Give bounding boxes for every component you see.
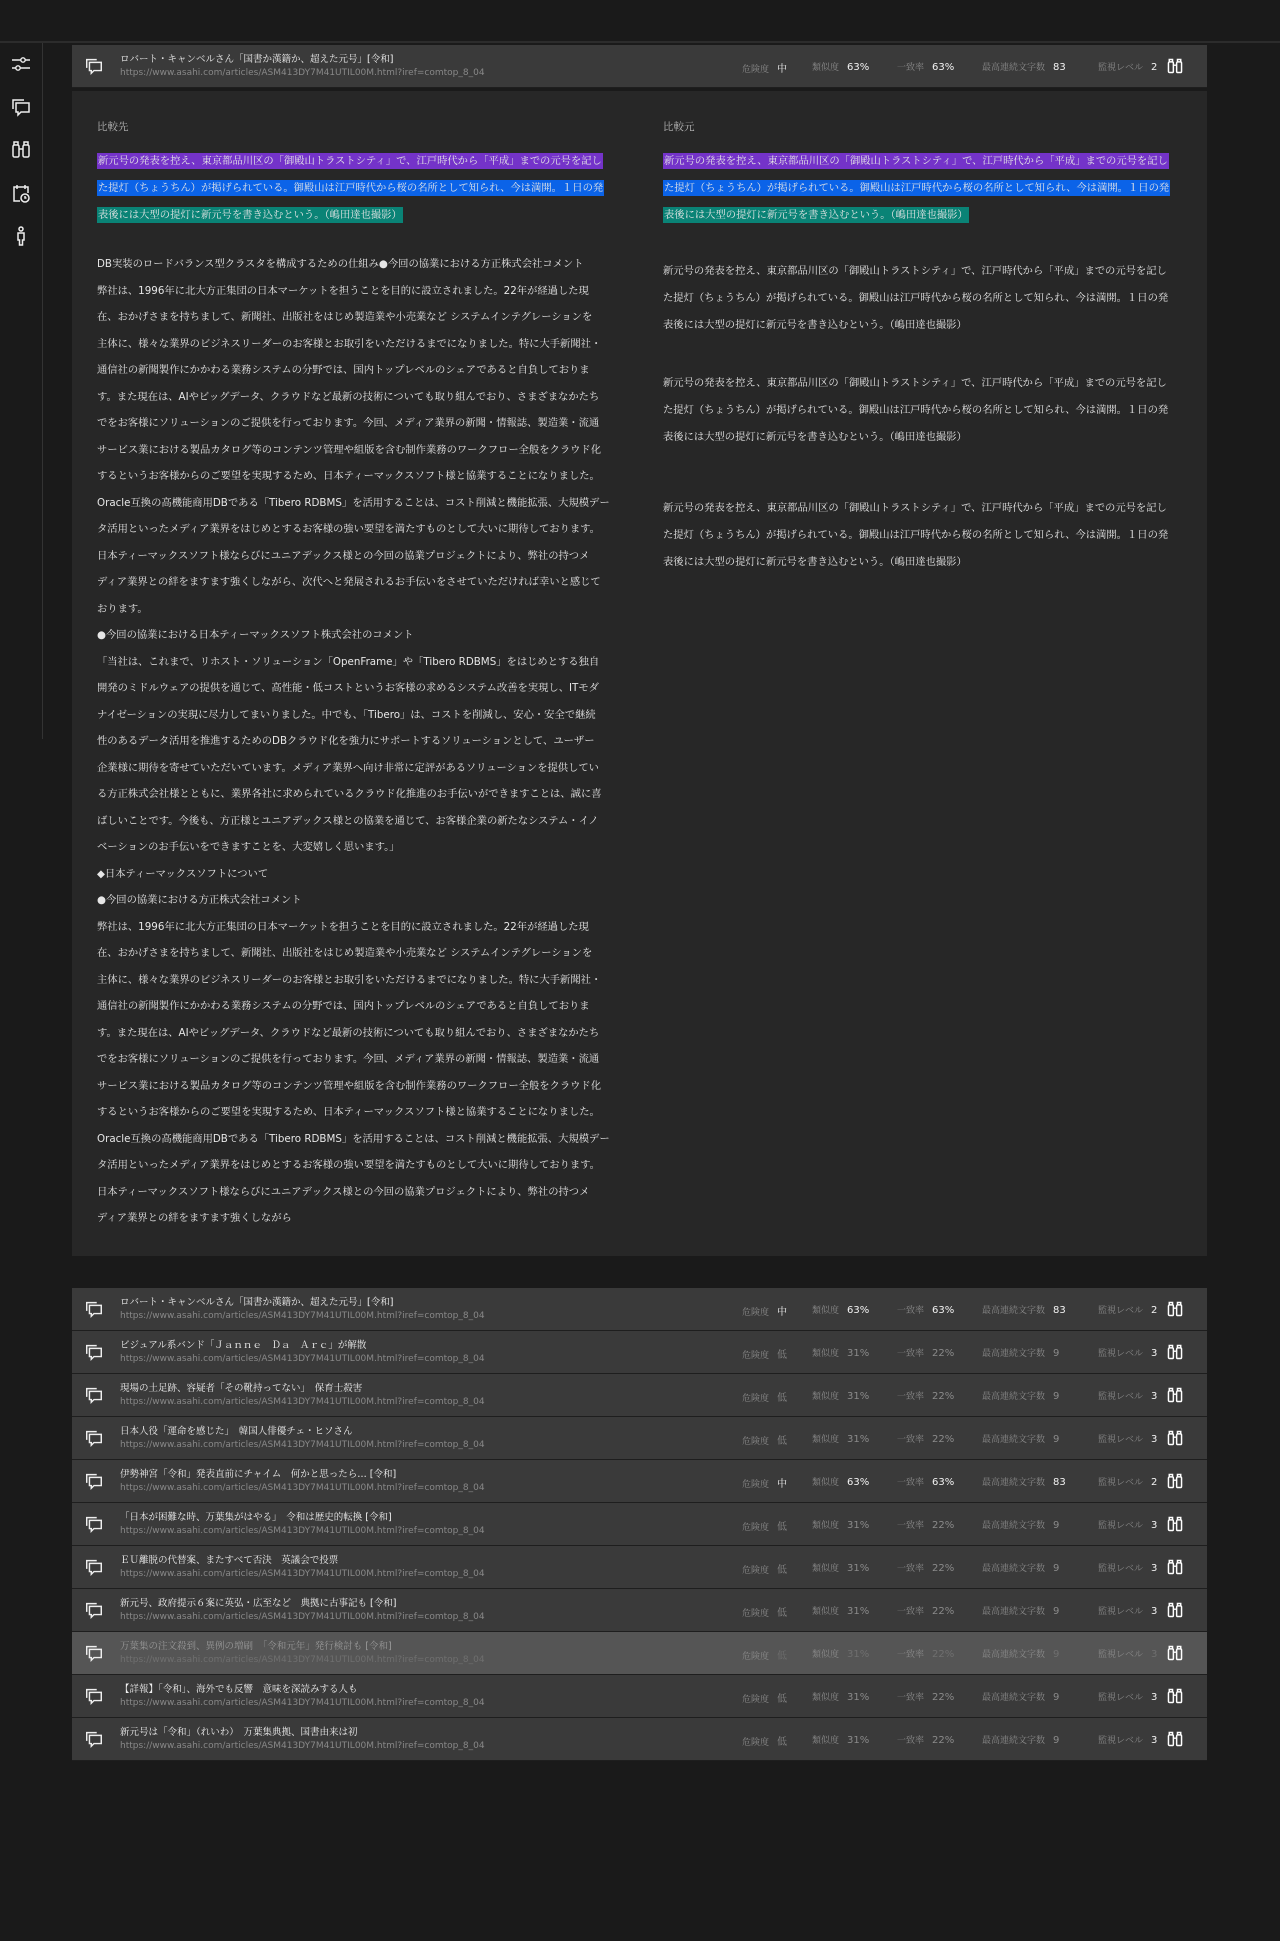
- article-url[interactable]: https://www.asahi.com/articles/ASM413DY7M41UTIL00M.html?iref=comtop_8_04: [120, 1698, 485, 1708]
- match-metric-value: 22%: [932, 1434, 955, 1445]
- risk-metric-label: 危険度: [742, 1523, 770, 1533]
- binoculars-icon[interactable]: [1166, 1601, 1184, 1619]
- text-line: ◆日本ティーマックスソフトについて: [97, 867, 269, 880]
- monitor-level-metric-value: 3: [1151, 1520, 1158, 1531]
- max-consecutive-metric: [982, 1475, 1066, 1488]
- binoculars-icon[interactable]: [1166, 1687, 1184, 1705]
- comments-icon: [84, 1643, 104, 1663]
- comments-icon: [84, 1385, 104, 1405]
- max-consecutive-metric: [982, 1647, 1059, 1660]
- text-line: 企業様に期待を寄せていただいています。メディア業界へ向け非常に定評があるソリューションを提供してい: [97, 761, 599, 774]
- monitor-level-metric: [1098, 1647, 1157, 1660]
- monitor-level-metric-label: 監視レベル: [1098, 1521, 1144, 1531]
- match-metric-label: 一致率: [897, 1349, 925, 1359]
- risk-metric-label: 危険度: [742, 1566, 770, 1576]
- comments-icon: [84, 1514, 104, 1534]
- monitor-level-metric-value: 2: [1151, 1477, 1158, 1488]
- risk-metric: 危険度 中: [742, 64, 788, 75]
- text-line: る方正株式会社様とともに、業界各社に求められているクラウド化推進のお手伝いができますことは、誠に喜: [97, 788, 602, 800]
- article-url[interactable]: https://www.asahi.com/articles/ASM413DY7M41UTIL00M.html?iref=comtop_8_04: [120, 1354, 485, 1364]
- monitor-level-metric: 監視レベル 2: [1098, 62, 1158, 73]
- text-line: 通信社の新聞製作にかかわる業務システムの分野では、国内トップレベルのシェアであると自負しておりま: [97, 1000, 590, 1012]
- monitor-level-metric: [1098, 1389, 1157, 1402]
- match-metric-label: 一致率: [897, 1392, 925, 1402]
- similarity-metric: [812, 1604, 869, 1617]
- comments-icon: [84, 1299, 104, 1319]
- article-row[interactable]: [72, 1503, 1207, 1546]
- monitor-level-metric-label: 監視レベル: [1098, 1478, 1144, 1488]
- text-line: するというお客様からのご要望を実現するため、日本ティーマックスソフト様と協業することになりました。: [97, 1106, 600, 1118]
- risk-metric-value: 低: [777, 1608, 788, 1619]
- article-url[interactable]: https://www.asahi.com/articles/ASM413DY7M41UTIL00M.html?iref=comtop_8_04: [120, 1655, 485, 1665]
- monitor-level-metric-value: 3: [1151, 1391, 1158, 1402]
- article-title: 日本人役「運命を感じた」 韓国人俳優チェ・ヒソさん: [120, 1426, 353, 1437]
- match-metric-value: 22%: [932, 1692, 955, 1703]
- match-metric: [897, 1561, 954, 1574]
- match-metric-label: 一致率: [897, 1564, 925, 1574]
- risk-metric: [742, 1475, 787, 1490]
- text-line: 表後には大型の提灯に新元号を書き込むという。（嶋田達也撮影）: [663, 556, 967, 568]
- sliders-icon[interactable]: [10, 53, 32, 75]
- monitor-level-metric-label: 監視レベル: [1098, 1650, 1144, 1660]
- monitor-level-metric: [1098, 1604, 1157, 1617]
- text-line: ●今回の協業における方正株式会社コメント: [97, 894, 302, 906]
- max-consecutive-metric-value: 9: [1053, 1692, 1060, 1703]
- risk-metric-value: 低: [777, 1565, 788, 1576]
- text-line: た提灯（ちょうちん）が掲げられている。御殿山は江戸時代から桜の名所として知られ、今は満開。１日の発: [663, 529, 1169, 541]
- risk-metric-label: 危険度: [742, 1652, 770, 1662]
- article-row[interactable]: [72, 1460, 1207, 1503]
- max-consecutive-metric: 最高連続文字数 83: [982, 62, 1066, 73]
- text-line: 主体に、様々な業界のビジネスリーダーのお客様とお取引をいただけるまでになりました。特に大手新聞社・: [97, 337, 602, 350]
- comments-icon: [84, 1557, 104, 1577]
- monitor-level-metric-label: 監視レベル: [1098, 1736, 1144, 1746]
- binoculars-icon[interactable]: [1166, 1429, 1184, 1447]
- similarity-metric-value: 31%: [847, 1391, 870, 1402]
- similarity-metric-label: 類似度: [812, 1349, 840, 1359]
- risk-metric-value: 中: [777, 1307, 788, 1318]
- match-metric-label: 一致率: [897, 1478, 925, 1488]
- max-consecutive-metric-label: 最高連続文字数: [982, 1435, 1046, 1445]
- text-line: 新元号の発表を控え、東京都品川区の「御殿山トラストシティ」で、江戸時代から「平成」までの元号を記し: [663, 502, 1167, 514]
- text-line: DB実装のロードバランス型クラスタを構成するための仕組み●今回の協業における方正株式会社コメント: [97, 258, 584, 270]
- article-url[interactable]: https://www.asahi.com/articles/ASM413DY7M41UTIL00M.html?iref=comtop_8_04: [120, 1741, 485, 1751]
- risk-metric-label: 危険度: [742, 1480, 770, 1490]
- monitor-level-metric-label: 監視レベル: [1098, 1607, 1144, 1617]
- article-title: ロバート・キャンベルさん「国書か漢籍か、超えた元号」[令和]: [120, 54, 394, 65]
- monitor-level-metric-value: 3: [1151, 1434, 1158, 1445]
- similarity-metric: [812, 1690, 869, 1703]
- max-consecutive-metric: [982, 1733, 1059, 1746]
- max-consecutive-metric-value: 83: [1053, 1477, 1066, 1488]
- article-url[interactable]: https://www.asahi.com/articles/ASM413DY7M41UTIL00M.html?iref=comtop_8_04: [120, 1569, 485, 1579]
- similarity-metric-label: 類似度: [812, 1392, 840, 1402]
- text-line: 日本ティーマックスソフト様ならびにユニアデックス様との今回の協業プロジェクトにより、弊社の持つメ: [97, 549, 590, 562]
- source-column-label: 比較元: [663, 121, 695, 133]
- max-consecutive-metric: [982, 1561, 1059, 1574]
- similarity-metric-label: 類似度: [812, 1306, 840, 1316]
- comments-icon: [84, 1600, 104, 1620]
- text-line: ばしいことです。今後も、方正様とユニアデックス様との協業を通じて、お客様企業の新たなシステム・イノ: [97, 814, 599, 827]
- text-line: た提灯（ちょうちん）が掲げられている。御殿山は江戸時代から桜の名所として知られ、今は満開。１日の発: [663, 404, 1169, 416]
- match-metric-label: 一致率: [897, 1521, 925, 1531]
- text-line: ベーションのお手伝いをできますことを、大変嬉しく思います。」: [97, 841, 400, 853]
- max-consecutive-metric-label: 最高連続文字数: [982, 1736, 1046, 1746]
- similarity-metric-label: 類似度: [812, 1435, 840, 1445]
- risk-metric-label: 危険度: [742, 1394, 770, 1404]
- text-line: 日本ティーマックスソフト様ならびにユニアデックス様との今回の協業プロジェクトにより、弊社の持つメ: [97, 1185, 590, 1198]
- highlighted-line: た提灯（ちょうちん）が掲げられている。御殿山は江戸時代から桜の名所として知られ、今は満開。１日の発: [664, 182, 1170, 194]
- article-url[interactable]: https://www.asahi.com/articles/ASM413DY7M41UTIL00M.html?iref=comtop_8_04: [120, 1311, 485, 1321]
- monitor-level-metric: [1098, 1518, 1157, 1531]
- similarity-metric: [812, 1303, 869, 1316]
- text-line: おります。: [97, 602, 148, 615]
- max-consecutive-metric-label: 最高連続文字数: [982, 1650, 1046, 1660]
- article-title: 「日本が困難な時、万葉集がはやる」 令和は歴史的転換 [令和]: [120, 1512, 392, 1523]
- binoculars-icon[interactable]: [1166, 1343, 1184, 1361]
- text-line: でをお客様にソリューションのご提供を行っております。今回、メディア業界の新聞・情報誌、製造業・流通: [97, 417, 600, 429]
- max-consecutive-metric: [982, 1690, 1059, 1703]
- highlighted-line: 新元号の発表を控え、東京都品川区の「御殿山トラストシティ」で、江戸時代から「平成」までの元号を記し: [664, 155, 1168, 167]
- similarity-metric: [812, 1733, 869, 1746]
- highlighted-line: 表後には大型の提灯に新元号を書き込むという。（嶋田達也撮影）: [98, 209, 402, 221]
- risk-metric: [742, 1647, 787, 1662]
- article-title: 万葉集の注文殺到、異例の増刷 「令和元年」発行検討も [令和]: [120, 1641, 392, 1652]
- max-consecutive-metric-label: 最高連続文字数: [982, 1392, 1046, 1402]
- binoculars-icon[interactable]: [1166, 1300, 1184, 1318]
- match-metric: 一致率 63%: [897, 62, 955, 73]
- risk-metric-label: 危険度: [742, 1308, 770, 1318]
- max-consecutive-metric: [982, 1303, 1066, 1316]
- highlighted-line: 表後には大型の提灯に新元号を書き込むという。（嶋田達也撮影）: [664, 209, 968, 221]
- max-consecutive-metric-value: 9: [1053, 1434, 1060, 1445]
- monitor-level-metric: [1098, 1561, 1157, 1574]
- comments-icon[interactable]: [10, 96, 32, 118]
- monitor-level-metric-value: 3: [1151, 1649, 1158, 1660]
- article-row[interactable]: [72, 1675, 1207, 1718]
- comments-icon: [84, 1686, 104, 1706]
- max-consecutive-metric-value: 9: [1053, 1520, 1060, 1531]
- article-row[interactable]: [72, 1589, 1207, 1632]
- risk-metric: [742, 1733, 787, 1748]
- max-consecutive-metric: [982, 1604, 1059, 1617]
- max-consecutive-metric-value: 9: [1053, 1606, 1060, 1617]
- risk-metric: [742, 1346, 787, 1361]
- text-line: 通信社の新聞製作にかかわる業務システムの分野では、国内トップレベルのシェアであると自負しておりま: [97, 364, 590, 376]
- risk-metric: [742, 1303, 787, 1318]
- monitor-level-metric-value: 3: [1151, 1735, 1158, 1746]
- monitor-level-metric-label: 監視レベル: [1098, 1349, 1144, 1359]
- article-row[interactable]: [72, 1417, 1207, 1460]
- text-line: 性のあるデータ活用を推進するためのDBクラウド化を強力にサポートするソリューションとして、ユーザー: [97, 735, 595, 747]
- text-line: ディア業界との絆をますます強くしながら: [97, 1212, 292, 1224]
- article-title: 現場の土足跡、容疑者「その靴持ってない」 保育士殺害: [120, 1383, 363, 1394]
- risk-metric-label: 危険度: [742, 1738, 770, 1748]
- text-line: Oracle互換の高機能商用DBである「Tibero RDBMS」を活用することは、コスト削減と機能拡張、大規模デー: [97, 1132, 610, 1145]
- max-consecutive-metric: [982, 1518, 1059, 1531]
- similarity-metric: [812, 1346, 869, 1359]
- max-consecutive-metric: [982, 1389, 1059, 1402]
- similarity-metric-label: 類似度: [812, 1650, 840, 1660]
- similarity-metric: [812, 1518, 869, 1531]
- max-consecutive-metric-label: 最高連続文字数: [982, 1693, 1046, 1703]
- similarity-metric: [812, 1475, 869, 1488]
- match-metric-label: 一致率: [897, 1306, 925, 1316]
- similarity-metric: 類似度 63%: [812, 62, 870, 73]
- similarity-metric-value: 31%: [847, 1735, 870, 1746]
- risk-metric-value: 低: [777, 1522, 788, 1533]
- similarity-metric-label: 類似度: [812, 1564, 840, 1574]
- monitor-level-metric-value: 3: [1151, 1563, 1158, 1574]
- text-line: す。また現在は、AIやビッグデータ、クラウドなど最新の技術についても取り組んでおり、さまざまなかたち: [97, 390, 600, 403]
- text-line: 開発のミドルウェアの提供を通じて、高性能・低コストというお客様の求めるシステム改善を実現し、ITモダ: [97, 682, 599, 694]
- article-url[interactable]: https://www.asahi.com/articles/ASM413DY7M41UTIL00M.html?iref=comtop_8_04: [120, 1440, 485, 1450]
- compare-panel: [72, 91, 1207, 1256]
- text-line: す。また現在は、AIやビッグデータ、クラウドなど最新の技術についても取り組んでおり、さまざまなかたち: [97, 1026, 600, 1039]
- risk-metric: [742, 1432, 787, 1447]
- text-line: ●今回の協業における日本ティーマックスソフト株式会社のコメント: [97, 629, 414, 641]
- similarity-metric-value: 63%: [847, 1305, 870, 1316]
- similarity-metric-value: 31%: [847, 1434, 870, 1445]
- similarity-metric-value: 31%: [847, 1348, 870, 1359]
- text-line: 在、おかげさまを持ちまして、新聞社、出版社をはじめ製造業や小売業など システムインテグレーションを: [97, 947, 593, 959]
- risk-metric: [742, 1690, 787, 1705]
- binoculars-icon[interactable]: [1166, 1386, 1184, 1404]
- monitor-level-metric: [1098, 1733, 1157, 1746]
- text-line: 主体に、様々な業界のビジネスリーダーのお客様とお取引をいただけるまでになりました。特に大手新聞社・: [97, 973, 602, 986]
- selected-article-header[interactable]: [72, 45, 1207, 88]
- risk-metric-label: 危険度: [742, 1437, 770, 1447]
- article-title: 伊勢神宮「令和」発表直前にチャイム 何かと思ったら… [令和]: [120, 1469, 397, 1480]
- similarity-metric-label: 類似度: [812, 1607, 840, 1617]
- match-metric: [897, 1690, 954, 1703]
- comments-icon: [84, 1471, 104, 1491]
- match-metric-label: 一致率: [897, 1650, 925, 1660]
- monitor-level-metric-label: 監視レベル: [1098, 1693, 1144, 1703]
- article-url[interactable]: https://www.asahi.com/articles/ASM413DY7M41UTIL00M.html?iref=comtop_8_04: [120, 1612, 485, 1622]
- match-metric: [897, 1647, 954, 1660]
- article-row[interactable]: [72, 1718, 1207, 1761]
- text-line: 表後には大型の提灯に新元号を書き込むという。（嶋田達也撮影）: [663, 431, 967, 443]
- max-consecutive-metric-label: 最高連続文字数: [982, 1478, 1046, 1488]
- similarity-metric-value: 31%: [847, 1520, 870, 1531]
- comments-icon: [84, 1428, 104, 1448]
- similarity-metric: [812, 1432, 869, 1445]
- text-line: サービス業における製品カタログ等のコンテンツ管理や組版を含む制作業務のワークフロー全般をクラウド化: [97, 443, 602, 456]
- binoculars-icon[interactable]: [1166, 1472, 1184, 1490]
- article-row[interactable]: [72, 1632, 1207, 1675]
- risk-metric-value: 低: [777, 1694, 788, 1705]
- text-line: でをお客様にソリューションのご提供を行っております。今回、メディア業界の新聞・情報誌、製造業・流通: [97, 1053, 600, 1065]
- person-icon[interactable]: [10, 225, 32, 247]
- risk-metric-value: 中: [777, 1479, 788, 1490]
- text-line: 在、おかげさまを持ちまして、新聞社、出版社をはじめ製造業や小売業など システムインテグレーションを: [97, 311, 593, 323]
- target-column-label: 比較先: [97, 121, 129, 133]
- similarity-metric-value: 31%: [847, 1692, 870, 1703]
- similarity-metric: [812, 1561, 869, 1574]
- match-metric-value: 63%: [932, 1477, 955, 1488]
- monitor-level-metric: [1098, 1303, 1157, 1316]
- text-line: 新元号の発表を控え、東京都品川区の「御殿山トラストシティ」で、江戸時代から「平成」までの元号を記し: [663, 377, 1167, 389]
- risk-metric-value: 低: [777, 1350, 788, 1361]
- risk-metric: [742, 1561, 787, 1576]
- monitor-level-metric: [1098, 1690, 1157, 1703]
- match-metric: [897, 1604, 954, 1617]
- text-line: するというお客様からのご要望を実現するため、日本ティーマックスソフト様と協業することになりました。: [97, 470, 600, 482]
- text-line: サービス業における製品カタログ等のコンテンツ管理や組版を含む制作業務のワークフロー全般をクラウド化: [97, 1079, 602, 1092]
- match-metric: [897, 1303, 954, 1316]
- match-metric-value: 22%: [932, 1563, 955, 1574]
- similarity-metric-value: 31%: [847, 1649, 870, 1660]
- match-metric-label: 一致率: [897, 1435, 925, 1445]
- text-line: タ活用といったメディア業界をはじめとするお客様の強い要望を満たすものとして大いに期待しております。: [97, 1159, 600, 1171]
- match-metric-label: 一致率: [897, 1693, 925, 1703]
- match-metric-value: 22%: [932, 1735, 955, 1746]
- match-metric-value: 22%: [932, 1649, 955, 1660]
- risk-metric: [742, 1518, 787, 1533]
- risk-metric-label: 危険度: [742, 1695, 770, 1705]
- top-bar: [0, 0, 1280, 43]
- article-title: 新元号、政府提示６案に英弘・広至など 典拠に古事記も [令和]: [120, 1598, 397, 1609]
- monitor-level-metric-value: 3: [1151, 1606, 1158, 1617]
- monitor-level-metric-label: 監視レベル: [1098, 1306, 1144, 1316]
- article-row[interactable]: [72, 1331, 1207, 1374]
- article-url[interactable]: https://www.asahi.com/articles/ASM413DY7M41UTIL00M.html?iref=comtop_8_04: [120, 68, 485, 78]
- binoculars-icon[interactable]: [10, 139, 32, 161]
- match-metric: [897, 1475, 954, 1488]
- similarity-metric-value: 63%: [847, 1477, 870, 1488]
- comments-icon: [84, 1729, 104, 1749]
- match-metric: [897, 1733, 954, 1746]
- max-consecutive-metric: [982, 1432, 1059, 1445]
- match-metric: [897, 1389, 954, 1402]
- max-consecutive-metric: [982, 1346, 1059, 1359]
- text-line: 新元号の発表を控え、東京都品川区の「御殿山トラストシティ」で、江戸時代から「平成」までの元号を記し: [663, 265, 1167, 277]
- risk-metric-value: 低: [777, 1737, 788, 1748]
- binoculars-icon[interactable]: [1166, 1644, 1184, 1662]
- match-metric-value: 22%: [932, 1520, 955, 1531]
- match-metric-value: 22%: [932, 1391, 955, 1402]
- text-line: 弊社は、1996年に北大方正集団の日本マーケットを担うことを目的に設立されました。22年が経過した現: [97, 284, 589, 297]
- article-row[interactable]: [72, 1288, 1207, 1331]
- max-consecutive-metric-label: 最高連続文字数: [982, 1349, 1046, 1359]
- article-url[interactable]: https://www.asahi.com/articles/ASM413DY7M41UTIL00M.html?iref=comtop_8_04: [120, 1526, 485, 1536]
- max-consecutive-metric-label: 最高連続文字数: [982, 1306, 1046, 1316]
- monitor-level-metric-label: 監視レベル: [1098, 1435, 1144, 1445]
- monitor-level-metric-value: 3: [1151, 1348, 1158, 1359]
- max-consecutive-metric-value: 9: [1053, 1348, 1060, 1359]
- binoculars-icon[interactable]: [1166, 1515, 1184, 1533]
- max-consecutive-metric-value: 83: [1053, 1305, 1066, 1316]
- match-metric-value: 22%: [932, 1348, 955, 1359]
- max-consecutive-metric-value: 9: [1053, 1735, 1060, 1746]
- comments-icon: [84, 56, 104, 76]
- monitor-level-metric: [1098, 1346, 1157, 1359]
- match-metric-label: 一致率: [897, 1607, 925, 1617]
- similarity-metric-label: 類似度: [812, 1478, 840, 1488]
- monitor-level-metric: [1098, 1432, 1157, 1445]
- match-metric: [897, 1346, 954, 1359]
- article-title: 【詳報】「令和」、海外でも反響 意味を深読みする人も: [120, 1684, 358, 1695]
- text-line: ディア業界との絆をますます強くしながら、次代へと発展されるお手伝いをさせていただければ幸いと感じて: [97, 576, 601, 588]
- risk-metric-label: 危険度: [742, 1609, 770, 1619]
- max-consecutive-metric-value: 9: [1053, 1563, 1060, 1574]
- similarity-metric-label: 類似度: [812, 1736, 840, 1746]
- match-metric-value: 63%: [932, 1305, 955, 1316]
- highlighted-line: 新元号の発表を控え、東京都品川区の「御殿山トラストシティ」で、江戸時代から「平成」までの元号を記し: [98, 155, 602, 167]
- binoculars-icon[interactable]: [1166, 57, 1184, 75]
- text-line: 弊社は、1996年に北大方正集団の日本マーケットを担うことを目的に設立されました。22年が経過した現: [97, 920, 589, 933]
- match-metric: [897, 1432, 954, 1445]
- article-title: ビジュアル系バンド「Ｊａｎｎｅ Ｄａ Ａｒｃ」が解散: [120, 1340, 367, 1351]
- similarity-metric-label: 類似度: [812, 1521, 840, 1531]
- match-metric: [897, 1518, 954, 1531]
- max-consecutive-metric-label: 最高連続文字数: [982, 1607, 1046, 1617]
- sidebar: [0, 43, 43, 739]
- monitor-level-metric-label: 監視レベル: [1098, 1392, 1144, 1402]
- monitor-level-metric-value: 3: [1151, 1692, 1158, 1703]
- similarity-metric-value: 31%: [847, 1563, 870, 1574]
- text-line: た提灯（ちょうちん）が掲げられている。御殿山は江戸時代から桜の名所として知られ、今は満開。１日の発: [663, 292, 1169, 304]
- article-title: ＥＵ離脱の代替案、またすべて否決 英議会で投票: [120, 1555, 339, 1566]
- comments-icon: [84, 1342, 104, 1362]
- text-line: タ活用といったメディア業界をはじめとするお客様の強い要望を満たすものとして大いに期待しております。: [97, 523, 600, 535]
- monitor-level-metric: [1098, 1475, 1157, 1488]
- max-consecutive-metric-value: 9: [1053, 1649, 1060, 1660]
- article-url[interactable]: https://www.asahi.com/articles/ASM413DY7M41UTIL00M.html?iref=comtop_8_04: [120, 1397, 485, 1407]
- similarity-metric-label: 類似度: [812, 1693, 840, 1703]
- text-line: ナイゼーションの実現に尽力してまいりました。中でも、「Tibero」は、コストを削減し、安心・安全で継続: [97, 708, 596, 721]
- similarity-metric: [812, 1389, 869, 1402]
- calendar-clock-icon[interactable]: [10, 182, 32, 204]
- similarity-metric-value: 31%: [847, 1606, 870, 1617]
- risk-metric-value: 低: [777, 1436, 788, 1447]
- article-row[interactable]: [72, 1374, 1207, 1417]
- article-row[interactable]: [72, 1546, 1207, 1589]
- risk-metric-value: 低: [777, 1393, 788, 1404]
- similarity-metric: [812, 1647, 869, 1660]
- match-metric-label: 一致率: [897, 1736, 925, 1746]
- article-title: ロバート・キャンベルさん「国書か漢籍か、超えた元号」[令和]: [120, 1297, 394, 1308]
- monitor-level-metric-label: 監視レベル: [1098, 1564, 1144, 1574]
- text-line: 表後には大型の提灯に新元号を書き込むという。（嶋田達也撮影）: [663, 319, 967, 331]
- article-title: 新元号は「令和」（れいわ） 万葉集典拠、国書由来は初: [120, 1727, 358, 1738]
- max-consecutive-metric-value: 9: [1053, 1391, 1060, 1402]
- highlighted-line: た提灯（ちょうちん）が掲げられている。御殿山は江戸時代から桜の名所として知られ、今は満開。１日の発: [98, 182, 604, 194]
- monitor-level-metric-value: 2: [1151, 1305, 1158, 1316]
- article-url[interactable]: https://www.asahi.com/articles/ASM413DY7M41UTIL00M.html?iref=comtop_8_04: [120, 1483, 485, 1493]
- risk-metric: [742, 1604, 787, 1619]
- risk-metric-label: 危険度: [742, 1351, 770, 1361]
- text-line: 「当社は、これまで、リホスト・ソリューション「OpenFrame」や「Tibero RDBMS」をはじめとする独自: [97, 655, 600, 668]
- binoculars-icon[interactable]: [1166, 1730, 1184, 1748]
- max-consecutive-metric-label: 最高連続文字数: [982, 1564, 1046, 1574]
- text-line: Oracle互換の高機能商用DBである「Tibero RDBMS」を活用することは、コスト削減と機能拡張、大規模デー: [97, 496, 610, 509]
- risk-metric: [742, 1389, 787, 1404]
- binoculars-icon[interactable]: [1166, 1558, 1184, 1576]
- risk-metric-value: 低: [777, 1651, 788, 1662]
- match-metric-value: 22%: [932, 1606, 955, 1617]
- max-consecutive-metric-label: 最高連続文字数: [982, 1521, 1046, 1531]
